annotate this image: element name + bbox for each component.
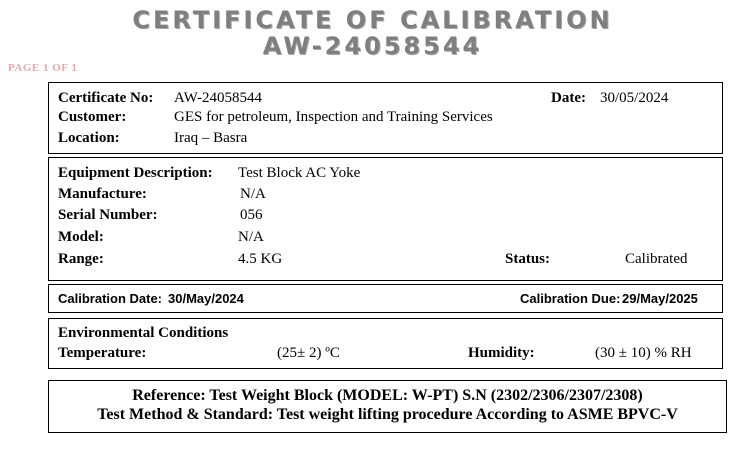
cert-no-label: Certificate No:	[58, 90, 154, 106]
serial-number-label: Serial Number:	[58, 207, 158, 223]
certificate-code-heading: AW-24058544	[262, 32, 483, 60]
date-label: Date:	[551, 90, 586, 106]
manufacture-label: Manufacture:	[58, 186, 147, 202]
equipment-box	[48, 157, 723, 281]
status-label: Status:	[505, 251, 551, 267]
model-value: N/A	[238, 229, 264, 245]
customer-value: GES for petroleum, Inspection and Training Services	[174, 109, 493, 125]
customer-label: Customer:	[58, 109, 127, 125]
reference-line: Reference: Test Weight Block (MODEL: W-PT) S.N (2302/2306/2307/2308)	[132, 387, 643, 404]
environment-heading: Environmental Conditions	[58, 325, 229, 341]
range-label: Range:	[58, 251, 104, 267]
equipment-description-label: Equipment Description:	[58, 165, 213, 181]
page-indicator: PAGE 1 OF 1	[8, 62, 78, 74]
certificate-title: CERTIFICATE OF CALIBRATION	[132, 6, 613, 34]
location-label: Location:	[58, 130, 120, 146]
temperature-label: Temperature:	[58, 345, 147, 361]
test-method-line: Test Method & Standard: Test weight lifting procedure According to ASME BPVC-V	[97, 406, 678, 423]
manufacture-value: N/A	[240, 186, 266, 202]
date-value: 30/05/2024	[600, 90, 669, 106]
reference-box	[48, 380, 727, 433]
range-value: 4.5 KG	[238, 251, 283, 267]
humidity-value: (30 ± 10) % RH	[595, 345, 692, 361]
environment-box	[48, 318, 723, 369]
calibration-due-value: 29/May/2025	[622, 291, 698, 306]
calibration-due-label: Calibration Due:	[520, 291, 621, 306]
location-value: Iraq – Basra	[174, 130, 248, 146]
equipment-description-value: Test Block AC Yoke	[238, 165, 361, 181]
certificate-info-box	[48, 82, 723, 154]
status-value: Calibrated	[625, 251, 688, 267]
calibration-dates-box	[48, 284, 723, 313]
model-label: Model:	[58, 229, 104, 245]
cert-no-value: AW-24058544	[174, 90, 262, 106]
serial-number-value: 056	[240, 207, 263, 223]
calibration-date-label: Calibration Date:	[58, 291, 163, 306]
calibration-date-value: 30/May/2024	[168, 291, 244, 306]
temperature-value: (25± 2) ºC	[277, 345, 340, 361]
humidity-label: Humidity:	[468, 345, 535, 361]
